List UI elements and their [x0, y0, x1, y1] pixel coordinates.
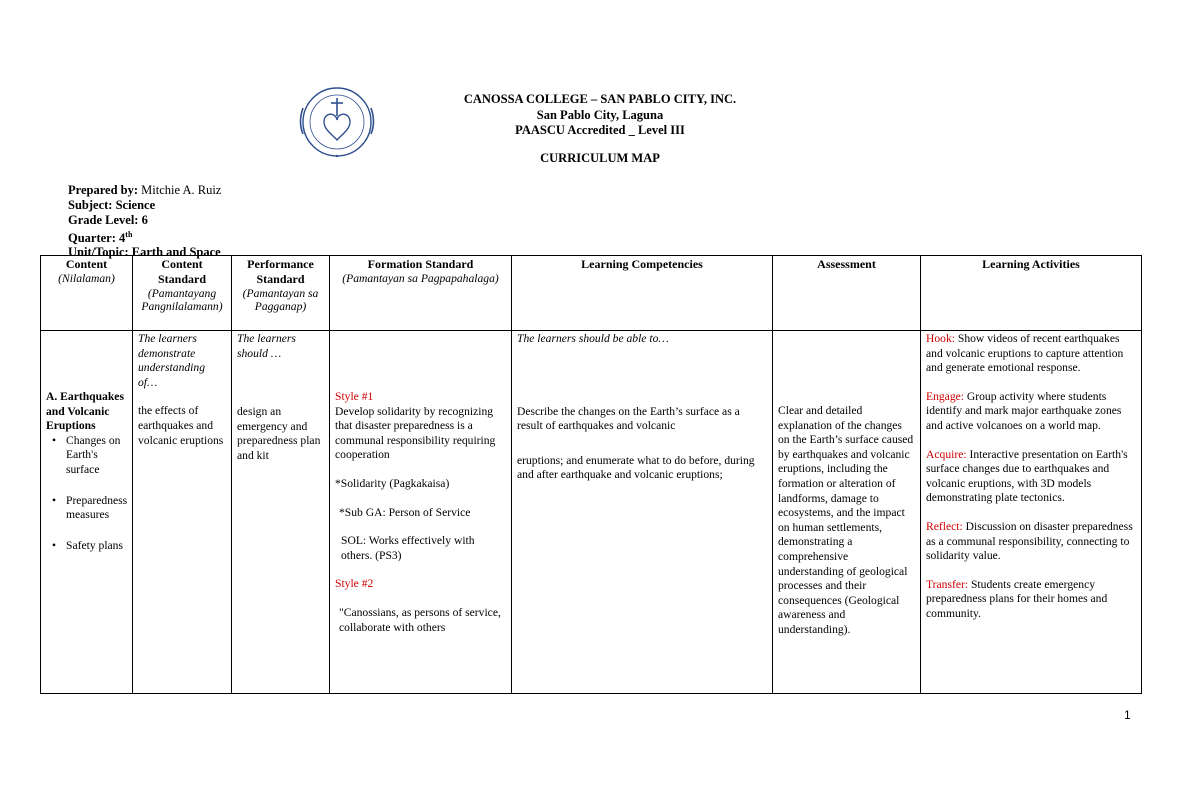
- activity-reflect: Reflect: Discussion on disaster preparedness as a communal responsibility, connecting to solidarity value.: [926, 519, 1133, 563]
- style-2-text: "Canossians, as persons of service, collaborate with others: [339, 605, 501, 634]
- column-header: Learning Competencies: [512, 256, 773, 331]
- column-header: Content (Nilalaman): [41, 256, 133, 331]
- school-logo: [294, 82, 380, 162]
- learning-activities-cell: [921, 331, 1142, 694]
- prepared-label: Prepared by:: [68, 183, 139, 197]
- column-header: Learning Activities: [921, 256, 1142, 331]
- activity-acquire: Acquire: Interactive presentation on Earth's surface changes due to earthquakes and volcanic eruptions, with 3D models demonstrating plate tectonics.: [926, 447, 1128, 505]
- formation-standard-cell: [330, 331, 512, 694]
- activity-hook: Hook: Show videos of recent earthquakes and volcanic eruptions to capture attention and generate emotional response.: [926, 332, 1124, 375]
- school-location: San Pablo City, Laguna: [536, 108, 664, 122]
- activity-transfer: Transfer: Students create emergency preparedness plans for their homes and community.: [926, 577, 1108, 620]
- school-name: CANOSSA COLLEGE – SAN PABLO CITY, INC.: [463, 92, 737, 106]
- performance-standard-cell: [232, 331, 330, 694]
- column-header: Content Standard (Pamantayang Pangnilalamann): [133, 256, 232, 331]
- accreditation: PAASCU Accredited _ Level III: [515, 123, 685, 137]
- column-header: Assessment: [773, 256, 921, 331]
- unit-topic: Unit/Topic: Earth and Space: [68, 245, 221, 260]
- learning-competencies-cell: [512, 331, 773, 694]
- quarter: Quarter: 4th: [68, 229, 133, 245]
- table-header-row: [41, 256, 1142, 331]
- lc-text-1: Describe the changes on the Earth’s surface as a result of earthquakes and volcanic: [517, 404, 740, 433]
- lc-intro: The learners should be able to…: [517, 332, 669, 345]
- prepared-value: Mitchie A. Ruiz: [141, 183, 222, 197]
- column-header: Performance Standard (Pamantayan sa Pagganap): [232, 256, 330, 331]
- style-2-label: Style #2: [335, 577, 374, 591]
- content-heading: A. Earthquakes and Volcanic Eruptions: [46, 390, 124, 433]
- activity-engage: Engage: Group activity where students identify and mark major earthquake zones and active volcanoes on a world map.: [926, 389, 1122, 432]
- content-topics: [46, 434, 127, 554]
- grade-level: Grade Level: 6: [68, 212, 148, 227]
- subject: Subject: Science: [68, 197, 156, 212]
- cs-intro: The learners demonstrate understanding of…: [138, 332, 205, 389]
- sub-ga: *Sub GA: Person of Service: [339, 505, 471, 519]
- curriculum-table: [40, 255, 1142, 694]
- style-1-text: Develop solidarity by recognizing that disaster preparedness is a communal responsibility requiring cooperation: [335, 404, 496, 462]
- style-1-label: Style #1: [335, 390, 374, 403]
- sol-text: SOL: Works effectively with others. (PS3): [341, 534, 475, 562]
- assessment-cell: [773, 331, 921, 694]
- content-standard-cell: [133, 331, 232, 694]
- column-header: Formation Standard (Pamantayan sa Pagpapahalaga): [330, 256, 512, 331]
- ps-text: design an emergency and preparedness plan and kit: [237, 405, 321, 462]
- list-item: • Preparedness measures: [60, 494, 127, 523]
- ps-intro: The learners should …: [237, 332, 296, 360]
- lc-text-2: eruptions; and enumerate what to do before, during and after earthquake and volcanic eruptions;: [517, 453, 755, 482]
- list-item: • Changes on Earth's surface: [60, 434, 127, 478]
- solidarity-value: *Solidarity (Pagkakaisa): [335, 476, 450, 490]
- content-cell: [41, 331, 133, 694]
- list-item: • Safety plans: [60, 539, 127, 554]
- map-info: [68, 183, 221, 260]
- assessment-text: Clear and detailed explanation of the changes on the Earth’s surface caused by earthquakes and volcanic eruptions, including the formation or alteration of landforms, damage to ecosystems, and the impact on human settlements, demonstrating a comprehensive understanding of geological processes and their consequences (Geological awareness and understanding).: [778, 404, 914, 636]
- table-row: [41, 331, 1142, 694]
- document-title: CURRICULUM MAP: [540, 151, 660, 165]
- cs-text: the effects of earthquakes and volcanic eruptions: [138, 404, 224, 447]
- page-number: 1: [1124, 708, 1131, 722]
